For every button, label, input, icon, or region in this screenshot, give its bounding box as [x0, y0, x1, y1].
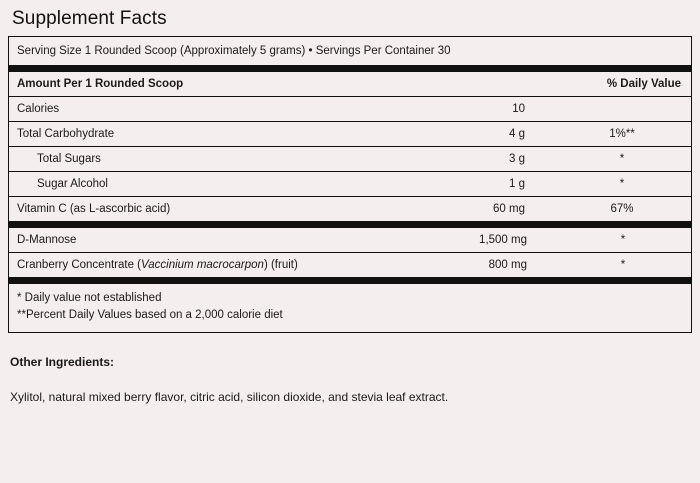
divider-thick-middle [9, 221, 691, 228]
nutrient-name: Sugar Alcohol [9, 171, 367, 196]
nutrient-table-primary [9, 72, 691, 221]
nutrient-dv: 67% [610, 202, 634, 215]
footnote-percent-dv: **Percent Daily Values based on a 2,000 calorie diet [17, 309, 283, 322]
nutrient-name: Total Sugars [9, 146, 367, 171]
nutrient-dv: * [555, 228, 691, 253]
table-row [9, 121, 691, 146]
other-ingredients-text: Xylitol, natural mixed berry flavor, citric acid, silicon dioxide, and stevia leaf extract. [10, 390, 449, 405]
other-ingredients-section [8, 333, 692, 406]
nutrient-name: Vitamin C (as L-ascorbic acid) [17, 202, 171, 215]
nutrient-name-pre: Cranberry Concentrate ( [17, 258, 141, 271]
daily-value-label: % Daily Value [553, 72, 691, 97]
amount-column-spacer [367, 72, 553, 97]
footnotes [9, 284, 691, 333]
nutrient-amount: 60 mg [493, 202, 525, 215]
nutrient-name [9, 252, 369, 277]
nutrient-amount: 1,500 mg [369, 228, 555, 253]
nutrient-dv [553, 96, 691, 121]
page-title: Supplement Facts [12, 8, 167, 29]
divider-thick-bottom [9, 277, 691, 284]
table-row [9, 252, 691, 277]
nutrient-dv: * [620, 258, 626, 271]
supplement-facts-panel [8, 36, 692, 333]
nutrient-dv: * [553, 146, 691, 171]
table-header-row [9, 72, 691, 97]
table-row [9, 146, 691, 171]
nutrient-amount: 3 g [367, 146, 553, 171]
table-row [9, 96, 691, 121]
table-row [9, 196, 691, 221]
footnote-daily-value: * Daily value not established [17, 291, 162, 304]
table-row [9, 171, 691, 196]
serving-size-line: Serving Size 1 Rounded Scoop (Approximately 5 grams) • Servings Per Container 30 [17, 45, 451, 57]
nutrient-dv: * [553, 171, 691, 196]
nutrient-name-post: ) (fruit) [263, 258, 298, 271]
nutrient-name: D-Mannose [9, 228, 369, 253]
nutrient-amount: 10 [367, 96, 553, 121]
nutrient-name-latin: Vaccinium macrocarpon [141, 258, 264, 271]
nutrient-table-secondary [9, 228, 691, 277]
nutrient-amount: 4 g [367, 121, 553, 146]
nutrient-amount: 800 mg [488, 258, 527, 271]
nutrient-name: Total Carbohydrate [9, 121, 367, 146]
nutrient-dv: 1%** [553, 121, 691, 146]
amount-per-serving-label: Amount Per 1 Rounded Scoop [9, 72, 367, 97]
nutrient-amount: 1 g [367, 171, 553, 196]
other-ingredients-heading: Other Ingredients: [10, 355, 115, 370]
table-row [9, 228, 691, 253]
divider-thick-top [9, 65, 691, 72]
nutrient-name: Calories [9, 96, 367, 121]
